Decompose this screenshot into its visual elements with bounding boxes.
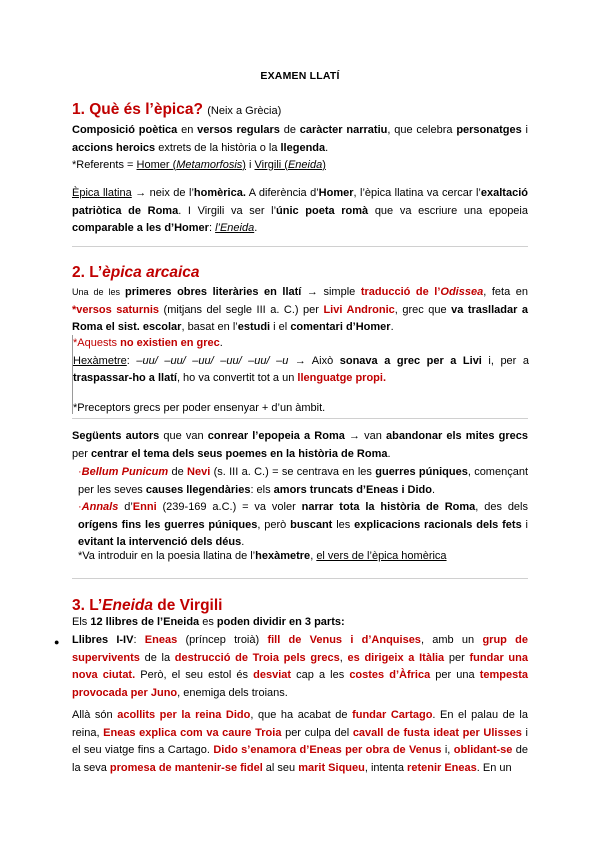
text-span: Eneas explica com va caure Troia	[103, 726, 282, 739]
text-span: . En el palau de la reina,	[72, 709, 528, 739]
text-span: marit Siqueu	[298, 761, 365, 774]
text-span: acollits per la reina Dido	[117, 709, 251, 721]
section-2-following-authors	[72, 428, 528, 463]
text-span: , que celebra	[387, 124, 457, 136]
text-span: oblidant-se	[453, 744, 513, 756]
text-span: personatges	[456, 124, 522, 136]
text-span: fundar una nova ciutat.	[72, 651, 528, 681]
text-span: (príncep troià)	[177, 634, 268, 646]
text-span: Annals	[81, 501, 119, 513]
text-span: Hexàmetre	[73, 354, 127, 367]
text-span: , des dels	[475, 501, 528, 513]
text-span: estudi	[237, 321, 271, 333]
section-2-heading	[72, 264, 200, 282]
text-span: *versos saturnis	[72, 303, 160, 316]
section-3-intro	[72, 614, 528, 632]
text-span: Allà són	[72, 709, 118, 721]
section-1-heading	[72, 101, 281, 119]
hexameter-note	[78, 548, 528, 566]
section-1-heading-note: (Neix a Grècia)	[207, 105, 282, 117]
section-3-heading	[72, 597, 222, 615]
text-span: Una de les	[72, 287, 126, 297]
text-span: : els	[250, 483, 274, 496]
text-span: es dirigeix a Itàlia	[347, 651, 445, 664]
text-span: les	[332, 518, 355, 531]
text-span: , que ha acabat de	[250, 709, 353, 721]
text-span: (mitjans del segle III a. C.) per	[159, 303, 324, 316]
text-span: 2. L’	[72, 264, 103, 281]
text-span: .	[254, 222, 258, 234]
text-span: abandonar els mites grecs	[386, 430, 529, 442]
text-span: evitant la intervenció dels déus	[78, 536, 242, 548]
text-span: que va escriure una epopeia	[368, 204, 528, 217]
text-span: guerres púniques	[375, 466, 468, 478]
section-divider	[72, 246, 528, 247]
section-1-latin-epic	[72, 185, 528, 238]
quote-preceptors: *Preceptors grecs per poder ensenyar + d’un àmbit.	[73, 401, 326, 414]
text-span: de Virgili	[152, 597, 223, 614]
text-span: hexàmetre	[255, 550, 311, 562]
text-span: el vers de l’èpica homèrica	[316, 550, 447, 562]
text-span: i,	[441, 744, 454, 756]
text-span: versos regulars	[197, 124, 280, 136]
text-span: → simple	[301, 286, 361, 298]
text-span: de la	[139, 651, 175, 664]
text-span: :	[208, 222, 216, 234]
text-span: èpica arcaica	[102, 264, 200, 281]
text-span: causes llegendàries	[145, 483, 251, 496]
bullet-icon: ●	[54, 637, 60, 647]
referent-homer	[137, 159, 246, 171]
text-span: accions heroics	[72, 141, 156, 154]
author-nevi-item	[78, 464, 528, 499]
text-span: *Va introduir en la poesia llatina de l’	[78, 550, 256, 562]
text-span: comentari d’Homer	[290, 321, 391, 333]
text-span: .	[241, 536, 245, 548]
section-2-quote	[72, 335, 529, 414]
text-span: d’	[118, 501, 133, 513]
text-span: fill de Venus i d’Anquises	[267, 634, 421, 646]
text-span: ,	[339, 651, 348, 664]
text-span: Però, el seu estol és	[135, 669, 254, 681]
section-3-part-1	[72, 632, 528, 702]
text-span: es	[199, 616, 217, 628]
quote-content	[73, 335, 529, 417]
text-span: desviat	[253, 669, 292, 681]
text-span: . I Virgili va ser l’	[178, 204, 277, 217]
text-span: A diferència d’	[245, 187, 319, 199]
text-span: extrets de la història o la	[155, 141, 281, 154]
text-span: tempesta provocada per Juno	[72, 669, 529, 699]
text-span: Llibres I-IV	[72, 634, 134, 646]
text-span: destrucció de Troia pels grecs	[174, 651, 340, 664]
text-span: , però	[257, 518, 291, 531]
text-span: Els	[72, 616, 91, 628]
section-divider	[72, 578, 528, 579]
text-span: al seu	[262, 761, 299, 774]
text-span: explicacions racionals dels fets	[354, 518, 522, 531]
section-3-dido-paragraph	[72, 707, 528, 777]
text-span: costes d’Àfrica	[349, 669, 431, 681]
text-span: )	[322, 159, 326, 171]
text-span: Següents autors	[72, 430, 160, 442]
text-span: orígens fins les	[78, 518, 165, 531]
text-span: en	[177, 124, 198, 136]
text-span: primeres obres literàries en llatí	[125, 286, 302, 298]
section-divider	[72, 418, 528, 419]
text-span: → van	[344, 430, 386, 442]
text-span: , començant per les seves	[78, 466, 528, 496]
text-span: únic poeta romà	[276, 204, 369, 217]
text-span: llegenda	[280, 141, 326, 154]
text-span: per una	[430, 669, 480, 681]
text-span: –uu/ –uu/ –uu/ –uu/ –uu/ –u	[136, 354, 289, 367]
text-span: retenir Eneas	[407, 761, 477, 774]
text-span: (s. III a. C.) = se centrava en les	[210, 466, 376, 478]
text-span: , l’èpica llatina va cercar l’	[353, 187, 481, 199]
text-span: i el seu viatge fins a Cartago.	[72, 726, 529, 756]
text-span: i	[521, 124, 528, 136]
text-span: :	[133, 634, 145, 646]
text-span: Eneida	[287, 159, 323, 171]
text-span: traducció de l’	[360, 286, 441, 298]
text-span: llenguatge propi.	[297, 372, 387, 384]
text-span: homèrica.	[193, 187, 246, 199]
text-span: , intenta	[364, 761, 408, 774]
text-span: buscant	[290, 518, 333, 531]
text-span: exaltació patriòtica de Roma	[72, 187, 528, 217]
text-span: sonava a grec per a Livi	[339, 354, 482, 367]
text-span: Eneida	[102, 597, 153, 614]
text-span: ,	[310, 550, 317, 562]
section-1-definition	[72, 122, 528, 157]
text-span: de	[279, 124, 300, 136]
quote-note-greek	[73, 335, 529, 353]
author-enni-item	[78, 499, 528, 552]
text-span: guerres púniques	[164, 518, 258, 531]
text-span: *Referents =	[72, 159, 137, 171]
text-span: (239-169 a.C.) = va voler	[156, 501, 302, 513]
text-span: poden dividir en 3 parts:	[216, 616, 345, 628]
text-span: ·	[78, 501, 82, 513]
text-span: l’Eneida	[215, 222, 255, 234]
text-span: Metamorfosis	[176, 159, 243, 171]
text-span: promesa de mantenir-se fidel	[109, 761, 263, 774]
text-span: grup de supervivents	[72, 634, 528, 664]
text-span: de	[168, 466, 188, 478]
text-span: per culpa del	[281, 726, 353, 739]
document-title: EXAMEN LLATÍ	[260, 70, 340, 82]
text-span: . En un	[476, 761, 512, 774]
text-span: conrear l’epopeia a Roma	[207, 430, 345, 442]
text-span: amors truncats d’Eneas i Dido	[273, 483, 432, 496]
text-span: i el	[270, 321, 291, 333]
referent-virgili	[255, 159, 326, 171]
text-span: .	[390, 321, 394, 333]
text-span: 12 llibres de l’Eneida	[90, 616, 200, 628]
quote-hexameter	[73, 353, 529, 388]
text-span: que van	[159, 430, 208, 442]
text-span: :	[126, 354, 137, 367]
text-span: Enni	[132, 501, 157, 513]
text-span: Bellum Punicum	[81, 466, 169, 478]
text-span: comparable a les d’Homer	[72, 222, 209, 234]
text-span: → Això	[288, 354, 340, 367]
text-span: i, per a	[481, 354, 529, 367]
text-span: , enemiga dels troians.	[177, 686, 288, 699]
text-span: Èpica llatina	[72, 187, 132, 199]
text-span: .	[325, 141, 329, 154]
text-span: cavall de fusta ideat per Ulisses	[352, 726, 522, 739]
section-2-intro	[72, 284, 528, 337]
text-span: *Aquests	[73, 337, 121, 349]
section-1-referents	[72, 157, 528, 175]
text-span: no existien en grec	[120, 337, 220, 349]
text-span: narrar tota la història de Roma	[301, 501, 476, 513]
text-span: .	[432, 483, 436, 496]
text-span: i	[245, 159, 255, 171]
text-span: caràcter narratiu	[299, 124, 388, 136]
text-span: .	[387, 447, 391, 460]
text-span: )	[242, 159, 246, 171]
text-span: Eneas	[144, 634, 178, 646]
text-span: de la seva	[72, 744, 529, 774]
text-span: per	[444, 651, 470, 664]
text-span: , amb un	[420, 634, 483, 646]
text-span: centrar el tema dels seus poemes en la història de Roma	[90, 447, 388, 460]
text-span: , ho va convertit tot a un	[176, 372, 298, 384]
text-span: .	[219, 337, 223, 349]
text-span: Dido s’enamora d’Eneas per obra de Venus	[213, 744, 442, 756]
text-span: → neix de l’	[131, 187, 194, 199]
text-span: Livi Andronic	[323, 303, 395, 316]
text-span: , feta en	[483, 286, 528, 298]
text-span: , grec que	[394, 303, 452, 316]
text-span: va traslladar a Roma el sist. escolar	[72, 303, 528, 333]
text-span: Nevi	[187, 466, 211, 478]
text-span: ·	[78, 466, 82, 478]
text-span: traspassar-ho a llatí	[73, 372, 177, 384]
text-span: Odissea	[440, 286, 484, 298]
text-span: fundar Cartago	[352, 709, 433, 721]
text-span: Composició poètica	[72, 124, 178, 136]
text-span: , basat en l’	[181, 321, 238, 333]
text-span: Virgili (	[254, 159, 288, 171]
section-1-heading-text: 1. Què és l’èpica?	[72, 101, 203, 118]
text-span: i	[521, 518, 529, 531]
text-span: 3. L’	[72, 597, 103, 614]
text-span: Homer	[318, 187, 354, 199]
text-span: per	[72, 447, 91, 460]
text-span: cap a les	[291, 669, 350, 681]
text-span: Homer (	[136, 159, 177, 171]
